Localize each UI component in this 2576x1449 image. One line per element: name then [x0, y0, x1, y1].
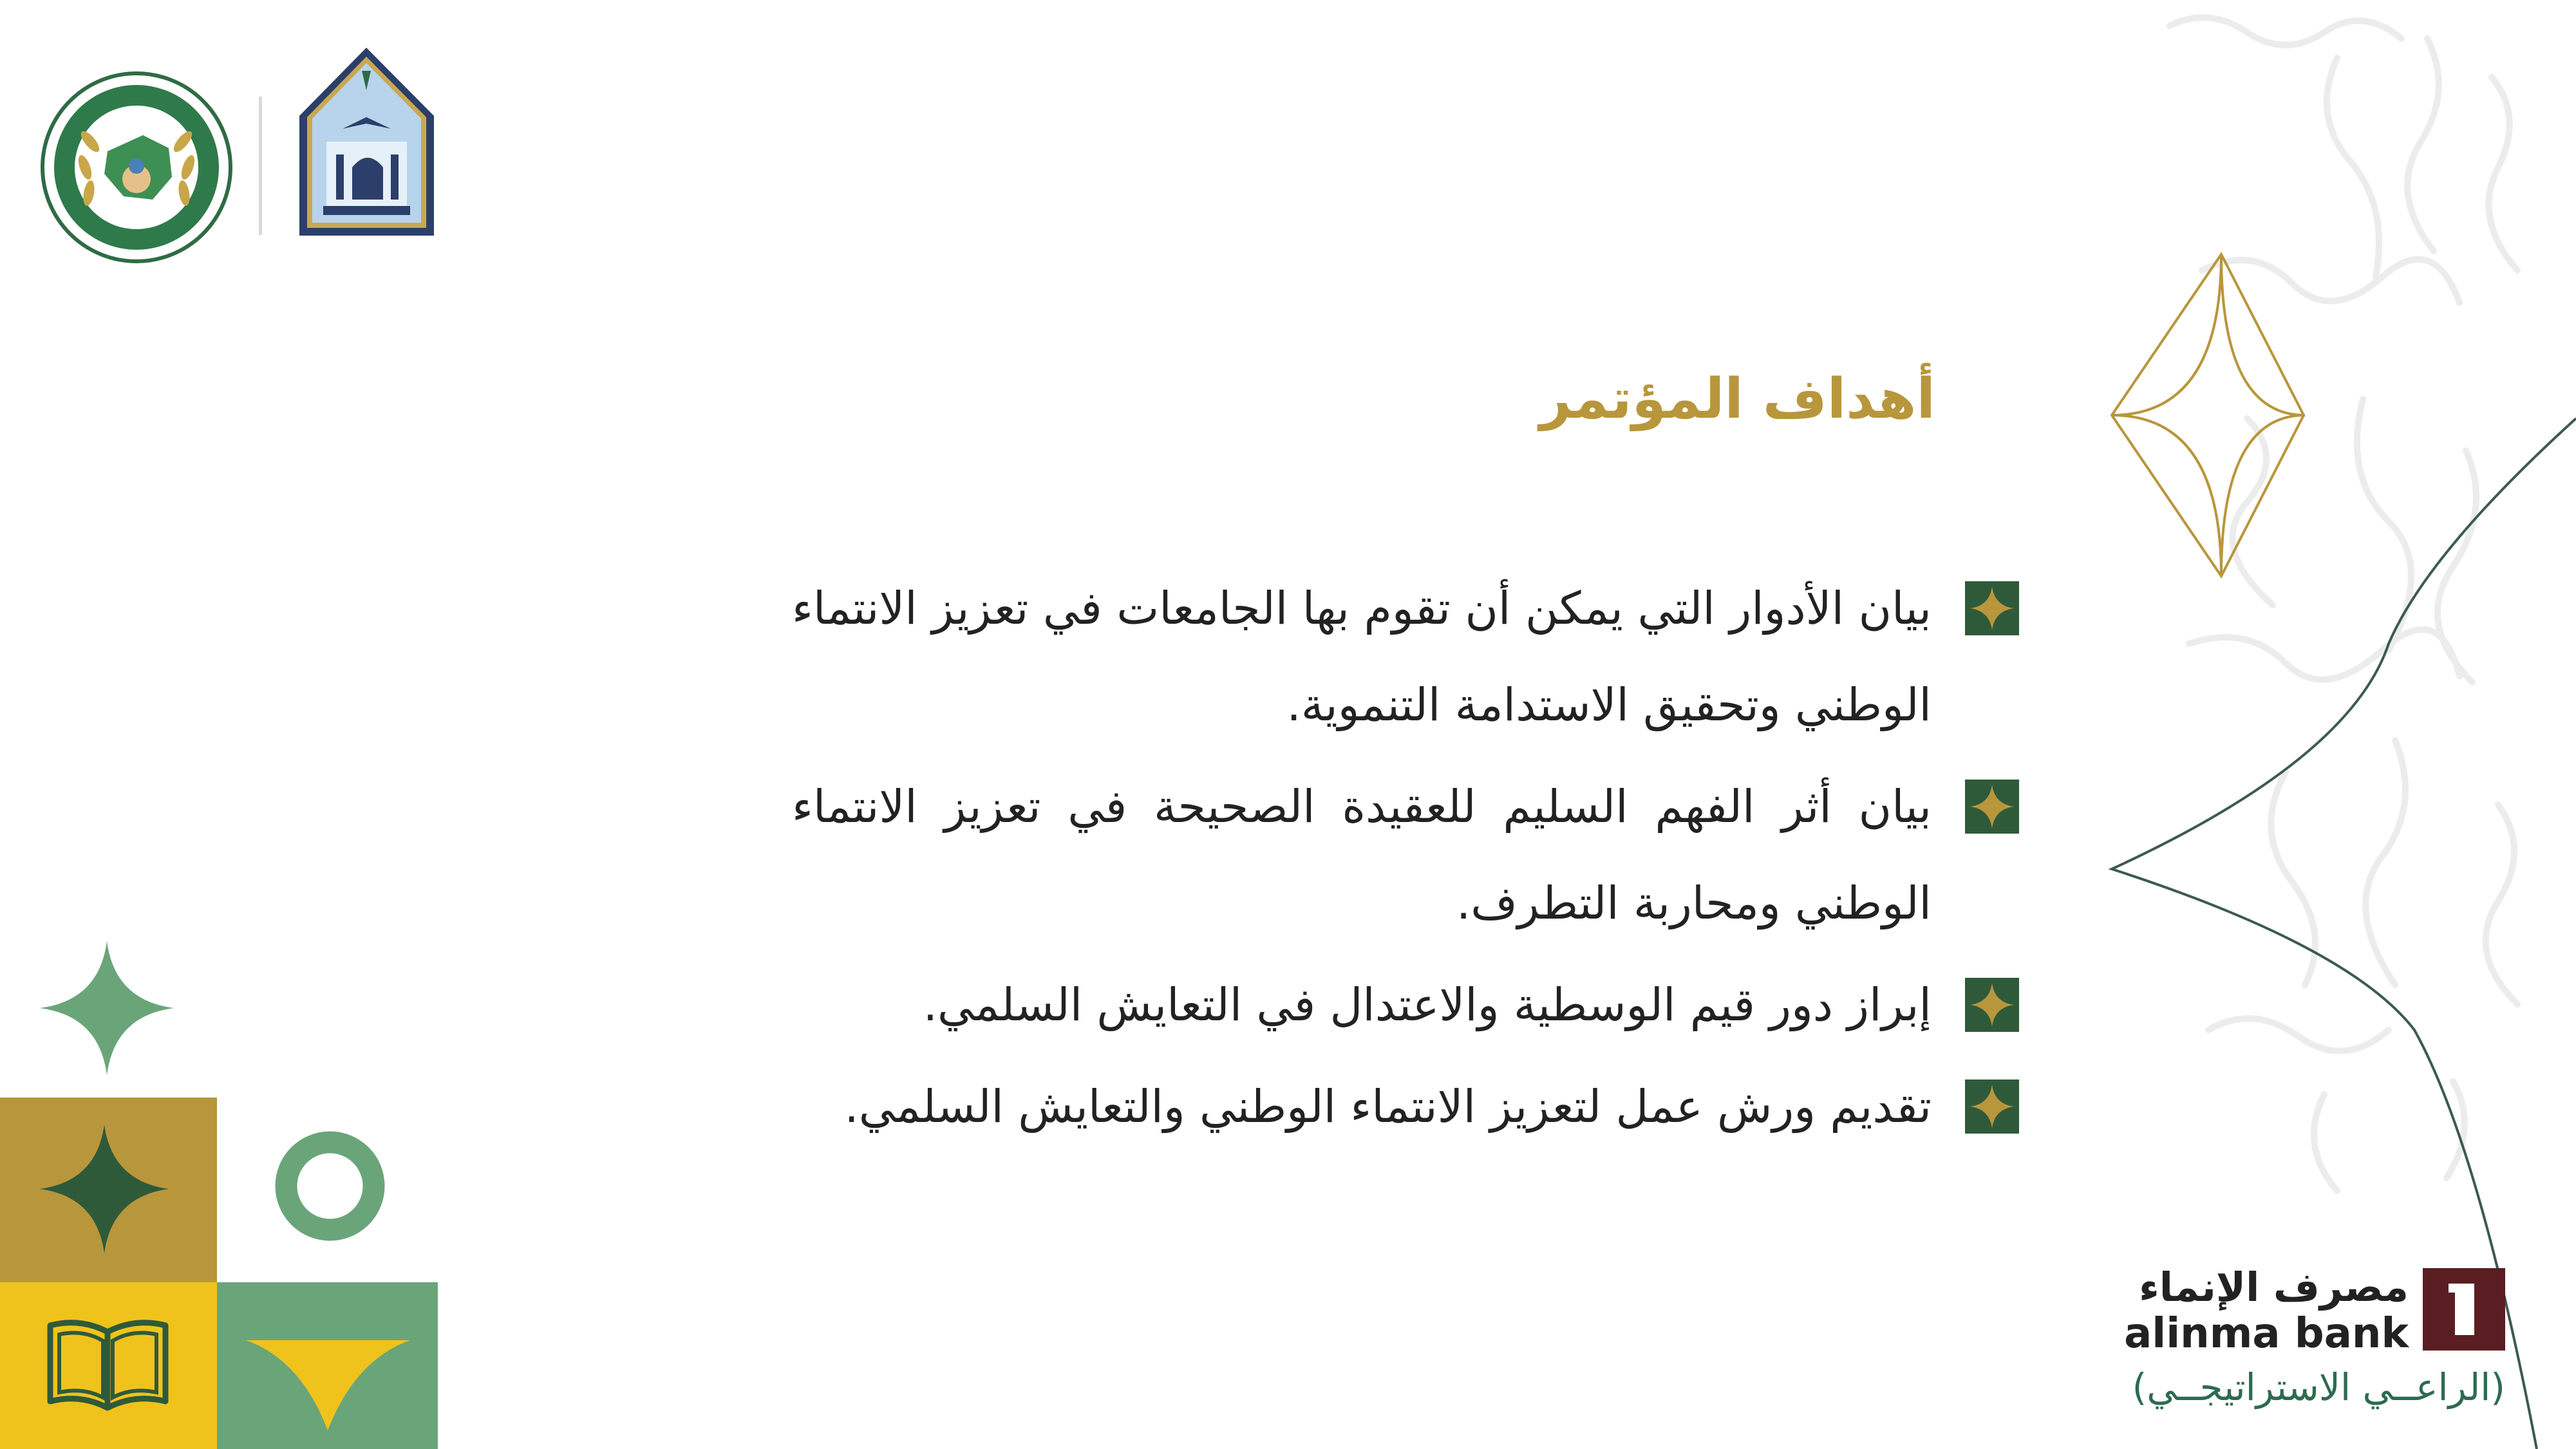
star-decoration: [40, 941, 174, 1075]
goal-text: تقديم ورش عمل لتعزيز الانتماء الوطني والتعايش السلمي.: [844, 1080, 1932, 1133]
slide-title: أهداف المؤتمر: [1539, 367, 1935, 431]
goals-list: [776, 560, 2019, 1160]
calligraphy-decoration: [2092, 0, 2576, 1449]
goal-text: إبراز دور قيم الوسطية والاعتدال في التعايش السلمي.: [923, 978, 1932, 1031]
yellow-tile: [0, 1282, 217, 1449]
list-item: [776, 560, 2019, 753]
sponsor-block: [2093, 1262, 2505, 1416]
sponsor-role: (الراعــي الاستراتيجــي): [2132, 1365, 2505, 1409]
sponsor-name-ar: مصرف الإنماء: [2139, 1264, 2409, 1311]
list-item: [776, 758, 2019, 951]
conference-emblem-icon: [40, 71, 233, 264]
green-tile: [217, 1282, 438, 1449]
triangle-icon: [246, 1340, 410, 1430]
ring-decoration: [274, 1130, 386, 1242]
diamond-bullet-icon: [1965, 780, 2019, 834]
sponsor-name-en: alinma bank: [2124, 1310, 2409, 1358]
goal-text: بيان الأدوار التي يمكن أن تقوم بها الجامعات في تعزيز الانتماء الوطني وتحقيق الاستدامة التنموية.: [792, 582, 1932, 731]
goal-text: بيان أثر الفهم السليم للعقيدة الصحيحة في تعزيز الانتماء الوطني ومحاربة التطرف.: [792, 780, 1932, 930]
diamond-bullet-icon: [1965, 1080, 2019, 1134]
diamond-bullet-icon: [1965, 978, 2019, 1032]
book-icon: [45, 1318, 171, 1414]
list-item: [776, 957, 2019, 1053]
diamond-bullet-icon: [1965, 581, 2019, 635]
logo-divider: [259, 97, 262, 235]
olive-tile: [0, 1098, 217, 1282]
imam-university-emblem-icon: [297, 45, 436, 238]
alinma-logo-icon: [2423, 1268, 2505, 1351]
star-icon: [40, 1125, 169, 1253]
list-item: [776, 1058, 2019, 1155]
